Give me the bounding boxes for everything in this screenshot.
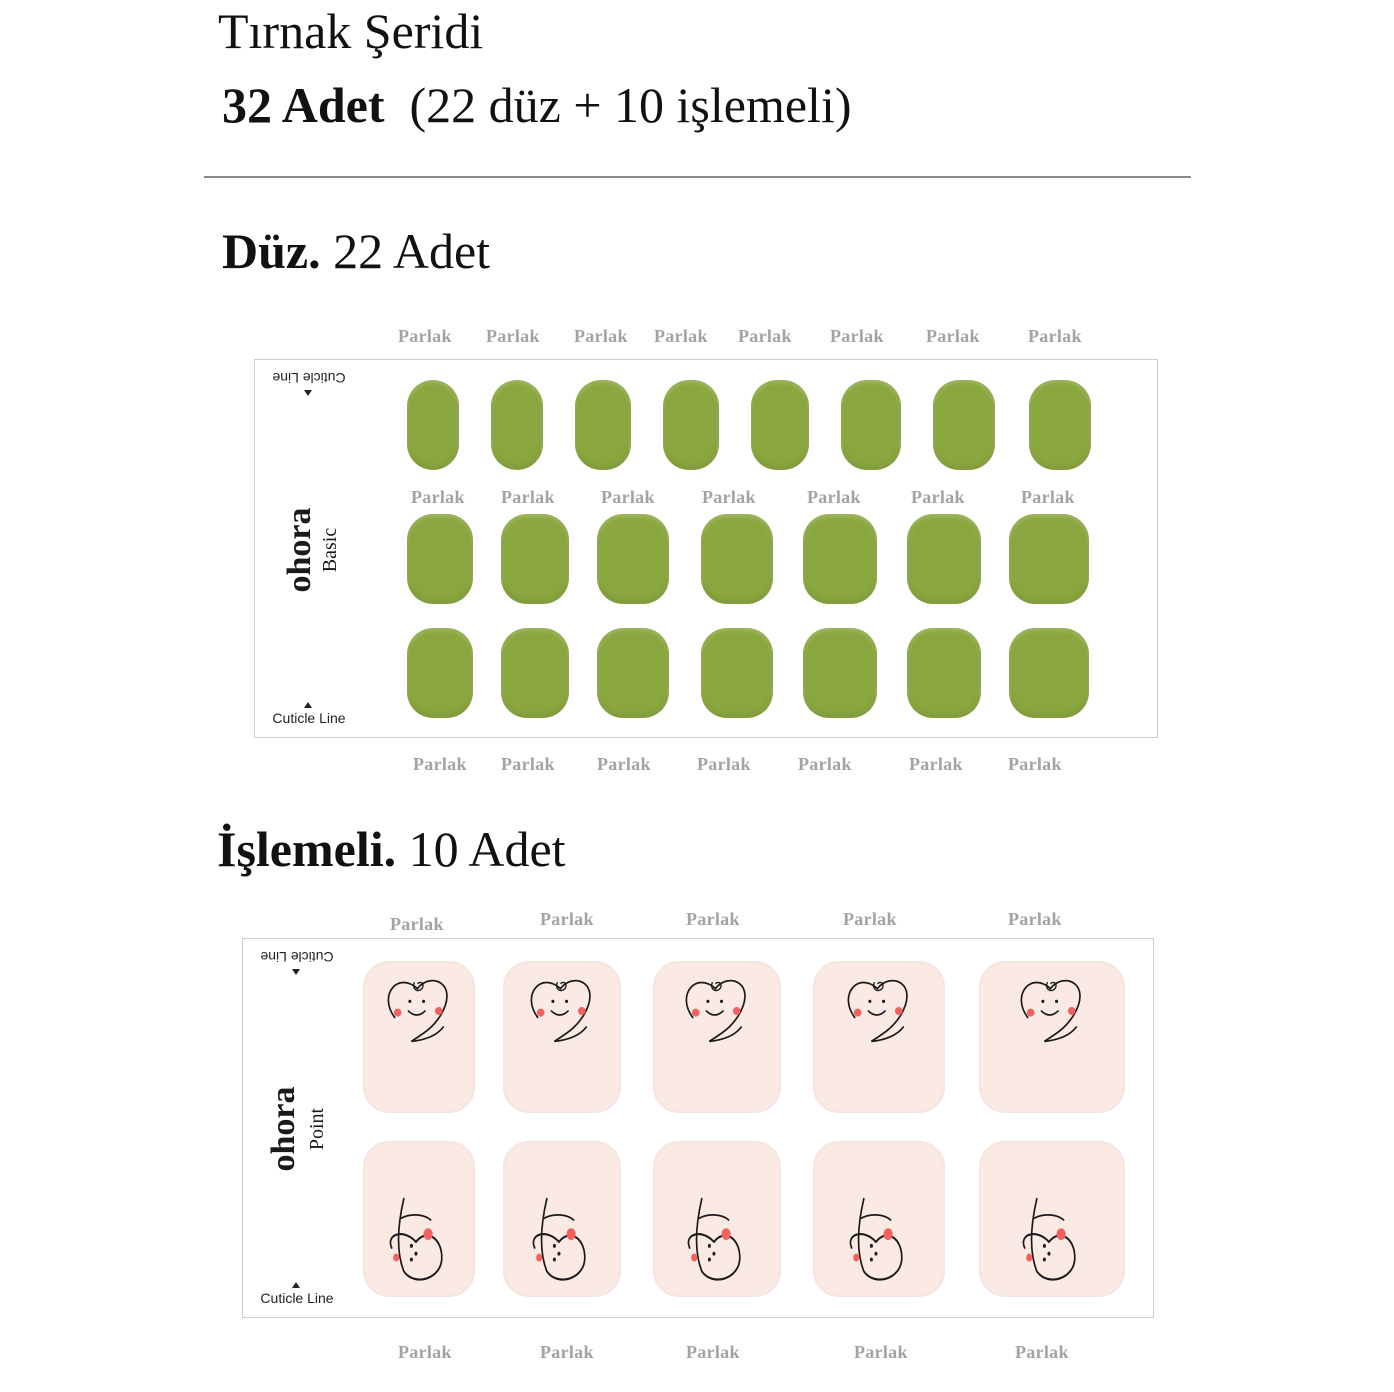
gloss-label-bottom: Parlak bbox=[909, 754, 963, 774]
tilted-heart-icon bbox=[381, 1189, 457, 1287]
solid-nail bbox=[933, 380, 995, 470]
point-heading-count: 10 Adet bbox=[408, 821, 566, 877]
gloss-label-top-partial: Parlak bbox=[390, 914, 444, 934]
gloss-label-top: Parlak bbox=[830, 326, 884, 346]
gloss-label-bottom: Parlak bbox=[1008, 754, 1062, 774]
solid-nail bbox=[751, 380, 809, 470]
gloss-label-bottom: Parlak bbox=[697, 754, 751, 774]
gloss-label-top: Parlak bbox=[654, 326, 708, 346]
smiley-heart-nail bbox=[653, 961, 781, 1113]
solid-nail bbox=[1029, 380, 1091, 470]
plain-heading-count: 22 Adet bbox=[333, 223, 491, 279]
plain-nail-sheet bbox=[254, 359, 1158, 738]
solid-nail bbox=[407, 514, 473, 604]
solid-nail bbox=[701, 514, 773, 604]
plain-heading-label: Düz. bbox=[222, 223, 321, 279]
tilted-heart-icon bbox=[524, 1189, 600, 1287]
solid-nail bbox=[1009, 628, 1089, 718]
gloss-label-top: Parlak bbox=[926, 326, 980, 346]
smiley-heart-nail bbox=[979, 1141, 1125, 1297]
gloss-label-bottom: Parlak bbox=[798, 754, 852, 774]
gloss-label-middle: Parlak bbox=[807, 487, 861, 507]
smiley-heart-nail bbox=[503, 1141, 621, 1297]
solid-nail bbox=[907, 514, 981, 604]
smiley-heart-icon bbox=[1014, 971, 1090, 1051]
product-line-label: Point bbox=[306, 1107, 328, 1151]
piece-count bbox=[222, 76, 852, 134]
cuticle-arrow-bottom bbox=[304, 702, 312, 708]
smiley-heart-icon bbox=[841, 971, 917, 1051]
point-heading-label: İşlemeli. bbox=[217, 821, 397, 877]
cuticle-arrow-top bbox=[292, 969, 300, 975]
gloss-label-top: Parlak bbox=[1008, 909, 1062, 929]
solid-nail bbox=[663, 380, 719, 470]
smiley-heart-nail bbox=[653, 1141, 781, 1297]
gloss-label-middle: Parlak bbox=[702, 487, 756, 507]
solid-nail bbox=[841, 380, 901, 470]
brand-logo: ohora bbox=[281, 507, 318, 593]
solid-nail bbox=[501, 628, 569, 718]
solid-nail bbox=[407, 628, 473, 718]
gloss-label-bottom: Parlak bbox=[540, 1342, 594, 1362]
smiley-heart-nail bbox=[503, 961, 621, 1113]
smiley-heart-nail bbox=[813, 961, 945, 1113]
gloss-label-bottom: Parlak bbox=[501, 754, 555, 774]
piece-count-total: 32 Adet bbox=[222, 77, 385, 133]
solid-nail bbox=[597, 628, 669, 718]
gloss-label-bottom: Parlak bbox=[413, 754, 467, 774]
gloss-label-top: Parlak bbox=[540, 909, 594, 929]
smiley-heart-icon bbox=[381, 971, 457, 1051]
gloss-label-bottom: Parlak bbox=[686, 1342, 740, 1362]
smiley-heart-icon bbox=[679, 971, 755, 1051]
point-section-heading bbox=[217, 820, 566, 878]
gloss-label-middle: Parlak bbox=[601, 487, 655, 507]
solid-nail bbox=[701, 628, 773, 718]
solid-nail bbox=[803, 514, 877, 604]
smiley-heart-nail bbox=[363, 961, 475, 1113]
smiley-heart-icon bbox=[524, 971, 600, 1051]
solid-nail bbox=[597, 514, 669, 604]
divider bbox=[204, 176, 1191, 178]
solid-nail bbox=[407, 380, 459, 470]
gloss-label-bottom: Parlak bbox=[597, 754, 651, 774]
solid-nail bbox=[907, 628, 981, 718]
cuticle-arrow-top bbox=[304, 390, 312, 396]
cuticle-line-label-top: Cuticle Line bbox=[272, 370, 346, 386]
tilted-heart-icon bbox=[841, 1189, 917, 1287]
gloss-label-bottom: Parlak bbox=[398, 1342, 452, 1362]
gloss-label-bottom: Parlak bbox=[1015, 1342, 1069, 1362]
gloss-label-top: Parlak bbox=[738, 326, 792, 346]
gloss-label-middle: Parlak bbox=[1021, 487, 1075, 507]
solid-nail bbox=[803, 628, 877, 718]
cuticle-line-label-top: Cuticle Line bbox=[260, 949, 334, 965]
gloss-label-top: Parlak bbox=[843, 909, 897, 929]
cuticle-line-label-bottom: Cuticle Line bbox=[272, 710, 346, 726]
gloss-label-top: Parlak bbox=[486, 326, 540, 346]
gloss-label-middle: Parlak bbox=[501, 487, 555, 507]
gloss-label-middle: Parlak bbox=[911, 487, 965, 507]
piece-count-detail: (22 düz + 10 işlemeli) bbox=[409, 77, 852, 133]
smiley-heart-nail bbox=[813, 1141, 945, 1297]
gloss-label-top: Parlak bbox=[1028, 326, 1082, 346]
brand-logo: ohora bbox=[265, 1086, 302, 1172]
smiley-heart-nail bbox=[363, 1141, 475, 1297]
point-nail-sheet bbox=[242, 938, 1154, 1318]
gloss-label-top: Parlak bbox=[398, 326, 452, 346]
smiley-heart-nail bbox=[979, 961, 1125, 1113]
solid-nail bbox=[1009, 514, 1089, 604]
gloss-label-middle: Parlak bbox=[411, 487, 465, 507]
solid-nail bbox=[501, 514, 569, 604]
gloss-label-top: Parlak bbox=[686, 909, 740, 929]
tilted-heart-icon bbox=[679, 1189, 755, 1287]
cuticle-arrow-bottom bbox=[292, 1282, 300, 1288]
cuticle-line-label-bottom: Cuticle Line bbox=[260, 1290, 334, 1306]
solid-nail bbox=[491, 380, 543, 470]
page-title: Tırnak Şeridi bbox=[218, 3, 484, 59]
plain-section-heading bbox=[222, 222, 490, 280]
gloss-label-top: Parlak bbox=[574, 326, 628, 346]
product-line-label: Basic bbox=[319, 527, 341, 573]
tilted-heart-icon bbox=[1014, 1189, 1090, 1287]
solid-nail bbox=[575, 380, 631, 470]
gloss-label-bottom: Parlak bbox=[854, 1342, 908, 1362]
